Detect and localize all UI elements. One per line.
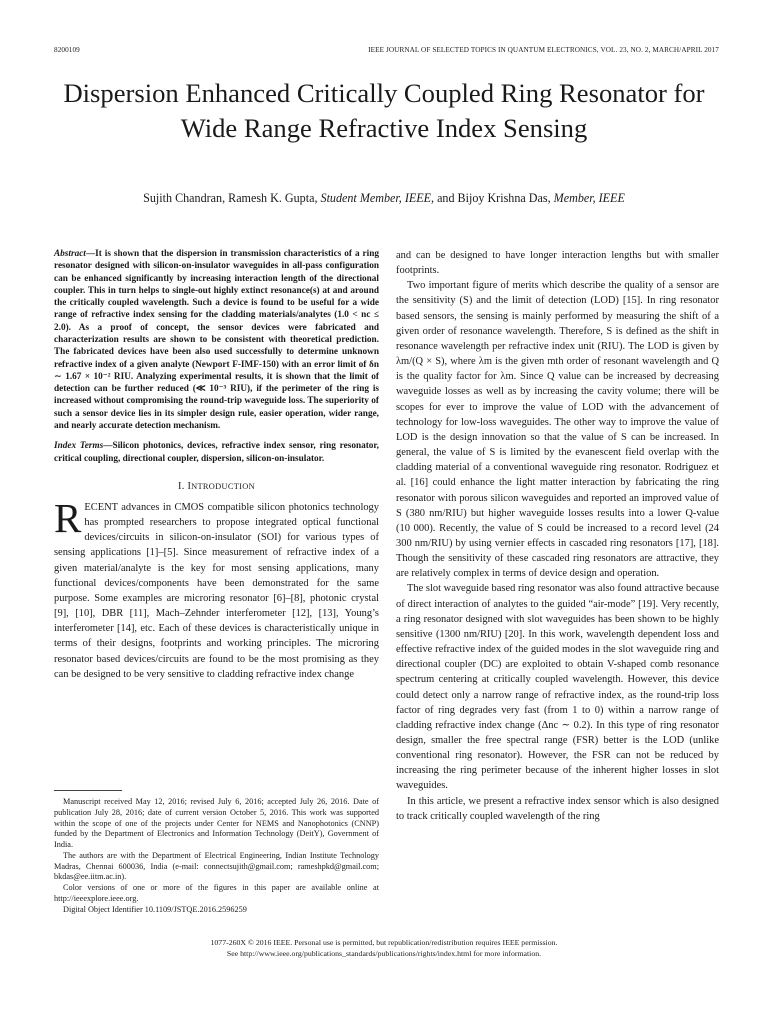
footnote-affiliation: The authors are with the Department of Electrical Engineering, Indian Institute Technology Madras, Chennai 600036, India (e-mail: connectsujith@gmail.com; rameshpkd@gmail.com; bkdas@ee.iitm.ac.in).: [54, 850, 379, 882]
footnote-rule: [54, 790, 122, 791]
right-paragraph-1: Two important figure of merits which describe the quality of a sensor are the sensitivity (S) and the limit of detection (LOD) [15]. In ring resonator based sensors, the sensing is mainly performed by measuring the shift of a given order of resonance wavelength. Therefore, S is defined as the shift in resonance wavelength per refractive index unit (RIU). The LOD is given by λm/(Q × S), where λm is the given mth order of resonant wavelength and Q is the quality factor for λm. Since Q value can be increased by decreasing waveguide losses as well as by increasing the cavity volume; there will be scopes for ever to improve the value of LOD with the advancement of technology for low-loss waveguides. The other way to improve the value of LOD is the design innovation so that the value of S can be increased. In general, the value of S is limited by the evanescent field overlap with the cladding material of a conventional waveguide ring resonator. Rodriguez et al. [16] could enhance the light matter interaction by fabricating the ring resonator with porous silicon waveguides and reported an improved value of S (380 nm/RIU) but higher waveguide losses results into a lower Q-value (10 000). Recently, the value of S could be increased to a record level (24 300 nm/RIU) by using vernier effects in cascaded ring resonators [17], [18]. Though the sensitivity of these cascaded ring resonators are attractive, they are relatively complex in terms of device design and operation.: [396, 280, 719, 580]
abstract: [54, 248, 379, 432]
section-numeral: I.: [178, 480, 185, 492]
abstract-text: —It is shown that the dispersion in transmission characteristics of a ring resonator designed with silicon-on-insulator waveguides in all-pass configuration can be enhanced significantly by increasing interaction length of the directional coupler. This in turn helps to single-out highly extinct resonance(s) at and around the critically coupled wavelength. Such a device is found to be useful for a wide range of refractive index sensing for the cladding materials/analytes (1.0 < nc ≤ 2.0). As a proof of concept, the sensor devices were fabricated and characterization results are shown to be consistent with theoretical prediction. The fabricated devices have been also used successfully to determine unknown refractive index of a given analyte (Newport F-IMF-150) with an error limit of δn ∼ 1.67 × 10⁻² RIU. Analyzing experimental results, it is shown that the limit of detection can be further reduced (≪ 10⁻³ RIU), if the perimeter of the ring is increased without compromising the round-trip waveguide loss. The superiority of such a sensor device lies in its simpler design rule, easier operation, wider range, and nearly accurate detection mechanism.: [54, 249, 379, 431]
copyright-line-1: 1077-260X © 2016 IEEE. Personal use is permitted, but republication/redistribution requires IEEE permission.: [210, 938, 558, 947]
author-and: and Bijoy Krishna Das,: [437, 191, 551, 205]
author-names: Sujith Chandran, Ramesh K. Gupta,: [143, 191, 318, 205]
footnote-manuscript: Manuscript received May 12, 2016; revised July 6, 2016; accepted July 26, 2016. Date of publication July 28, 2016; date of current version October 5, 2016. This work was supported within the scope of one of the projects under Center for NEMS and Nanophotonics (CNNP) funded by the Department of Electronics and Information Technology (DeitY), Government of India.: [54, 797, 379, 849]
right-paragraph-2: The slot waveguide based ring resonator was also found attractive because of direct interaction of analytes to the guided “air-mode” [19]. Very recently, a ring resonator designed with slot waveguides has been shown to be highly sensitive (1300 nm/RIU) [20]. In this work, wavelength dependent loss and effective refractive index of the guided modes in the slot waveguide ring and directional coupler (DC) are exploited to obtain V-shaped comb resonance spectrum centering at critically coupled wavelength. However, this device could detect only a narrow range of refractive index, as the round-trip loss factor of ring degrades very fast (from 1 to 0) within a narrow range of cladding refractive index change (Δnc ∼ 0.2). In this type of ring resonator design, smaller the free spectral range (FSR) better is the LOD (unlike conventional ring resonator). However, the FSR can not be reduced by increasing the ring perimeter because of the inherent higher losses in slot waveguides.: [396, 583, 719, 792]
paper-title: Dispersion Enhanced Critically Coupled Ring Resonator for Wide Range Refractive Index Sensing: [63, 78, 705, 143]
left-column: [54, 248, 379, 682]
right-column: [396, 248, 719, 824]
index-terms-label: Index Terms: [54, 441, 104, 452]
section-title-rest: NTRODUCTION: [191, 481, 255, 491]
author-line: [40, 191, 728, 206]
footnote-doi: Digital Object Identifier 10.1109/JSTQE.2016.2596259: [63, 904, 247, 914]
right-paragraph-3: In this article, we present a refractive index sensor which is also designed to track critically coupled wavelength of the ring: [396, 795, 719, 822]
intro-text: ECENT advances in CMOS compatible silicon photonics technology has prompted researchers to propose integrated optical functional devices/circuits in silicon-on-insulator (SOI) for various types of sensing applications [1]–[5]. Since measurement of refractive index of a given material/analyte is the key for most sensing applications, many functional devices/components have been demonstrated for the same purpose. Some examples are microring resonator [6]–[8], photonic crystal [9], [10], DBR [11], Mach–Zehnder interferometer [12], [13], Young’s interferometer [14], etc. Each of these devices is characteristically unique in terms of their designs, footprints and working principles. The microring resonator based devices/circuits are found to be the most promising as they can be designed to be very sensitive to cladding refractive index change: [54, 501, 379, 680]
abstract-label: Abstract: [54, 249, 86, 259]
section-title-first: I: [187, 480, 192, 492]
copyright-notice: [40, 937, 728, 960]
page-number: 8200109: [54, 46, 80, 54]
drop-cap: R: [54, 494, 82, 541]
intro-paragraph: [54, 494, 379, 682]
author-role-2: Member, IEEE: [553, 191, 625, 205]
journal-header: IEEE JOURNAL OF SELECTED TOPICS IN QUANTUM ELECTRONICS, VOL. 23, NO. 2, MARCH/APRIL 2017: [368, 46, 719, 54]
index-terms: [54, 440, 379, 465]
section-heading: [54, 479, 379, 494]
right-paragraph-0: and can be designed to have longer interaction lengths but with smaller footprints.: [396, 250, 719, 277]
author-role-1: Student Member, IEEE,: [320, 191, 435, 205]
index-terms-text: —Silicon photonics, devices, refractive index sensor, ring resonator, critical coupling, directional coupler, dispersion, silicon-on-insulator.: [54, 441, 379, 464]
footnotes: [54, 797, 379, 915]
footnote-color: Color versions of one or more of the figures in this paper are available online at http://ieeexplore.ieee.org.: [54, 883, 379, 903]
copyright-line-2: See http://www.ieee.org/publications_standards/publications/rights/index.html for more information.: [226, 949, 542, 959]
